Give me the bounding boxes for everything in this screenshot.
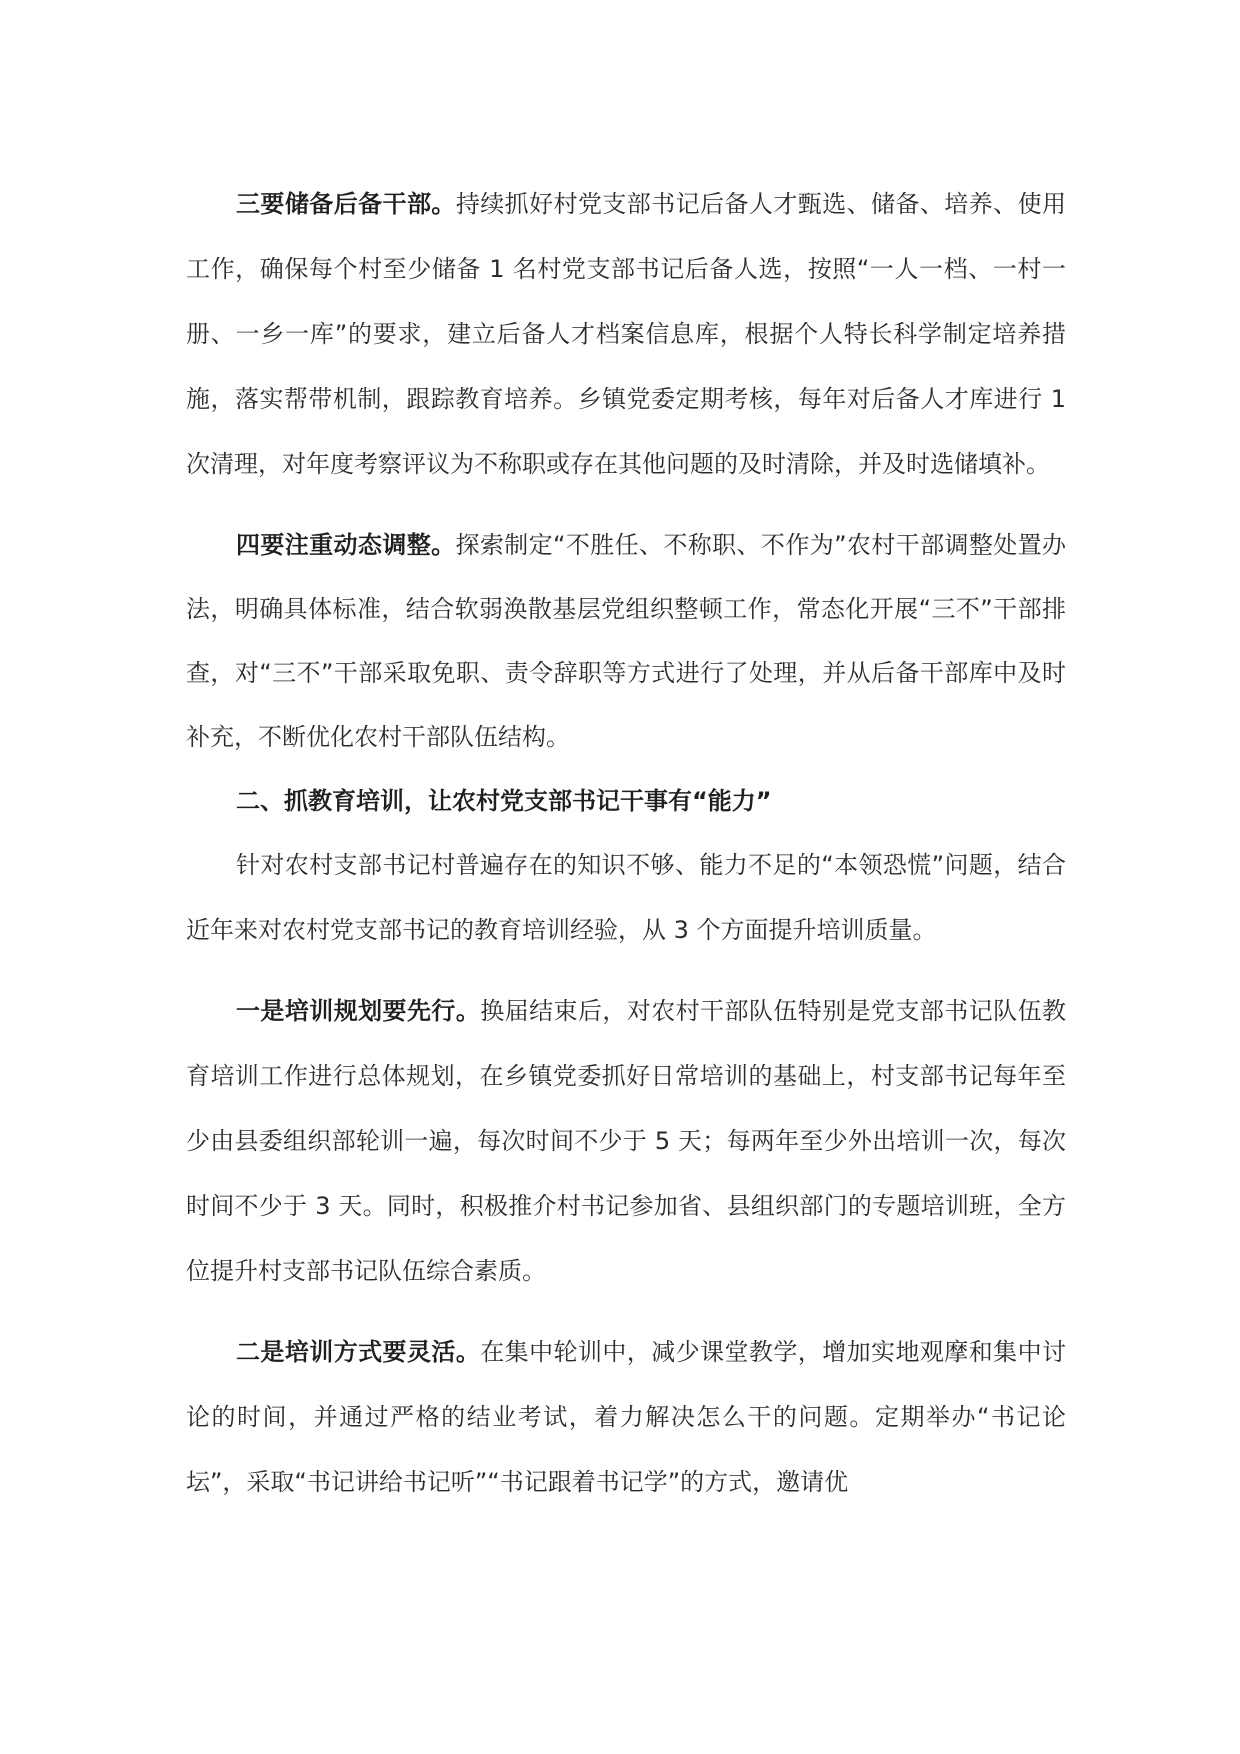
paragraph-text: 持续抓好村党支部书记后备人才甄选、储备、培养、使用工作，确保每个村至少储备 1 名村党支部书记后备人选，按照“一人一档、一村一册、一乡一库”的要求，建立后备人才档案信息库，根据个人特长科学制定培养措施，落实帮带机制，跟踪教育培养。乡镇党委定期考核，每年对后备人才库进行 1 次清理，对年度考察评议为不称职或存在其他问题的及时清除，并及时选储填补。 [186, 190, 1067, 478]
paragraph-text: 探索制定“不胜任、不称职、不作为”农村干部调整处置办法，明确具体标准，结合软弱涣散基层党组织整顿工作，常态化开展“三不”干部排查，对“三不”干部采取免职、责令辞职等方式进行了处理，并从后备干部库中及时补充，不断优化农村干部队伍结构。 [186, 531, 1067, 751]
paragraph-training-planning [186, 979, 1066, 1304]
paragraph-lead: 一是培训规划要先行。 [236, 997, 481, 1025]
paragraph-training-methods [186, 1320, 1066, 1515]
paragraph-training-intro [186, 833, 1066, 963]
document-body [186, 172, 1066, 1531]
paragraph-text: 在集中轮训中，减少课堂教学，增加实地观摩和集中讨论的时间，并通过严格的结业考试，着力解决怎么干的问题。定期举办“书记论坛”，采取“书记讲给书记听”“书记跟着书记学”的方式，邀请优 [186, 1338, 1067, 1496]
paragraph-lead: 二是培训方式要灵活。 [236, 1338, 481, 1366]
paragraph-lead: 三要储备后备干部。 [236, 190, 456, 218]
paragraph-text: 针对农村支部书记村普遍存在的知识不够、能力不足的“本领恐慌”问题，结合近年来对农村党支部书记的教育培训经验，从 3 个方面提升培训质量。 [186, 851, 1066, 944]
section-heading-education-training: 二、抓教育培训，让农村党支部书记干事有“能力” [236, 787, 772, 815]
paragraph-dynamic-adjustment [186, 513, 1066, 769]
paragraph-lead: 四要注重动态调整。 [236, 531, 456, 559]
paragraph-reserve-cadres [186, 172, 1066, 497]
paragraph-text: 换届结束后，对农村干部队伍特别是党支部书记队伍教育培训工作进行总体规划，在乡镇党委抓好日常培训的基础上，村支部书记每年至少由县委组织部轮训一遍，每次时间不少于 5 天；每两年至少外出培训一次，每次时间不少于 3 天。同时，积极推介村书记参加省、县组织部门的专题培训班，全方位提升村支部书记队伍综合素质。 [186, 997, 1067, 1285]
